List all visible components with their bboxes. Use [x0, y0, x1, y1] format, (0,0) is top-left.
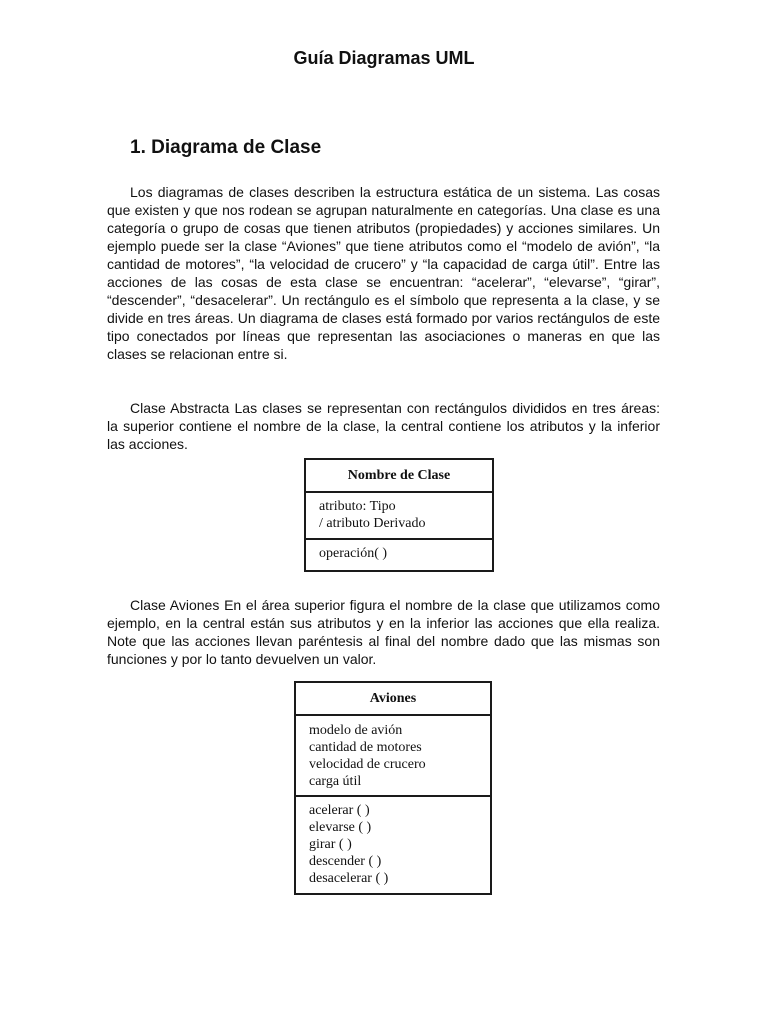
uml-class-diagram-aviones: [294, 681, 492, 895]
uml-attribute: cantidad de motores: [309, 740, 422, 755]
uml-class-name: Aviones: [296, 683, 490, 716]
uml-class-diagram-abstract: [304, 458, 494, 572]
paragraph-intro: Los diagramas de clases describen la estructura estática de un sistema. Las cosas que existen y que nos rodean se agrupan naturalmente en categorías. Una clase es una categoría o grupo de cosas que tienen atributos (propiedades) y acciones similares. Un ejemplo puede ser la clase “Aviones” que tiene atributos como el “modelo de avión”, “la cantidad de motores”, “la velocidad de crucero” y “la capacidad de carga útil”. Entre las acciones de las cosas de esta clase se encuentran: “acelerar”, “elevarse”, “girar”, “descender”, “desacelerar”. Un rectángulo es el símbolo que representa a la clase, y se divide en tres áreas. Un diagrama de clases está formado por varios rectángulos de este tipo conectados por líneas que representan las asociaciones o maneras en que las clases se relacionan entre si.: [107, 184, 660, 362]
uml-operation: girar ( ): [309, 837, 352, 852]
uml-attributes-section: [296, 716, 490, 795]
uml-attribute: atributo: Tipo: [319, 499, 396, 514]
uml-attribute: / atributo Derivado: [319, 516, 426, 531]
uml-class-name: Nombre de Clase: [306, 460, 492, 493]
document-title: Guía Diagramas UML: [293, 48, 475, 68]
uml-operation: descender ( ): [309, 854, 382, 869]
section-heading: 1. Diagrama de Clase: [130, 137, 322, 158]
uml-attribute: carga útil: [309, 774, 362, 789]
uml-attributes-section: [306, 493, 492, 538]
uml-operation: operación( ): [319, 546, 388, 561]
uml-operation: acelerar ( ): [309, 803, 370, 818]
uml-operations-section: [306, 538, 492, 570]
uml-operation: desacelerar ( ): [309, 871, 389, 886]
uml-attribute: modelo de avión: [309, 723, 403, 738]
uml-operation: elevarse ( ): [309, 820, 372, 835]
paragraph-aviones-class: Clase Aviones En el área superior figura el nombre de la clase que utilizamos como ejemplo, en la central están sus atributos y en la inferior las acciones que ella realiza. Note que las acciones llevan paréntesis al final del nombre dado que las mismas son funciones y por lo tanto devuelven un valor.: [107, 597, 660, 667]
uml-attribute: velocidad de crucero: [309, 757, 426, 772]
paragraph-abstract-class: Clase Abstracta Las clases se representan con rectángulos divididos en tres áreas: la superior contiene el nombre de la clase, la central contiene los atributos y la inferior las acciones.: [107, 400, 660, 452]
uml-operations-section: [296, 795, 490, 893]
